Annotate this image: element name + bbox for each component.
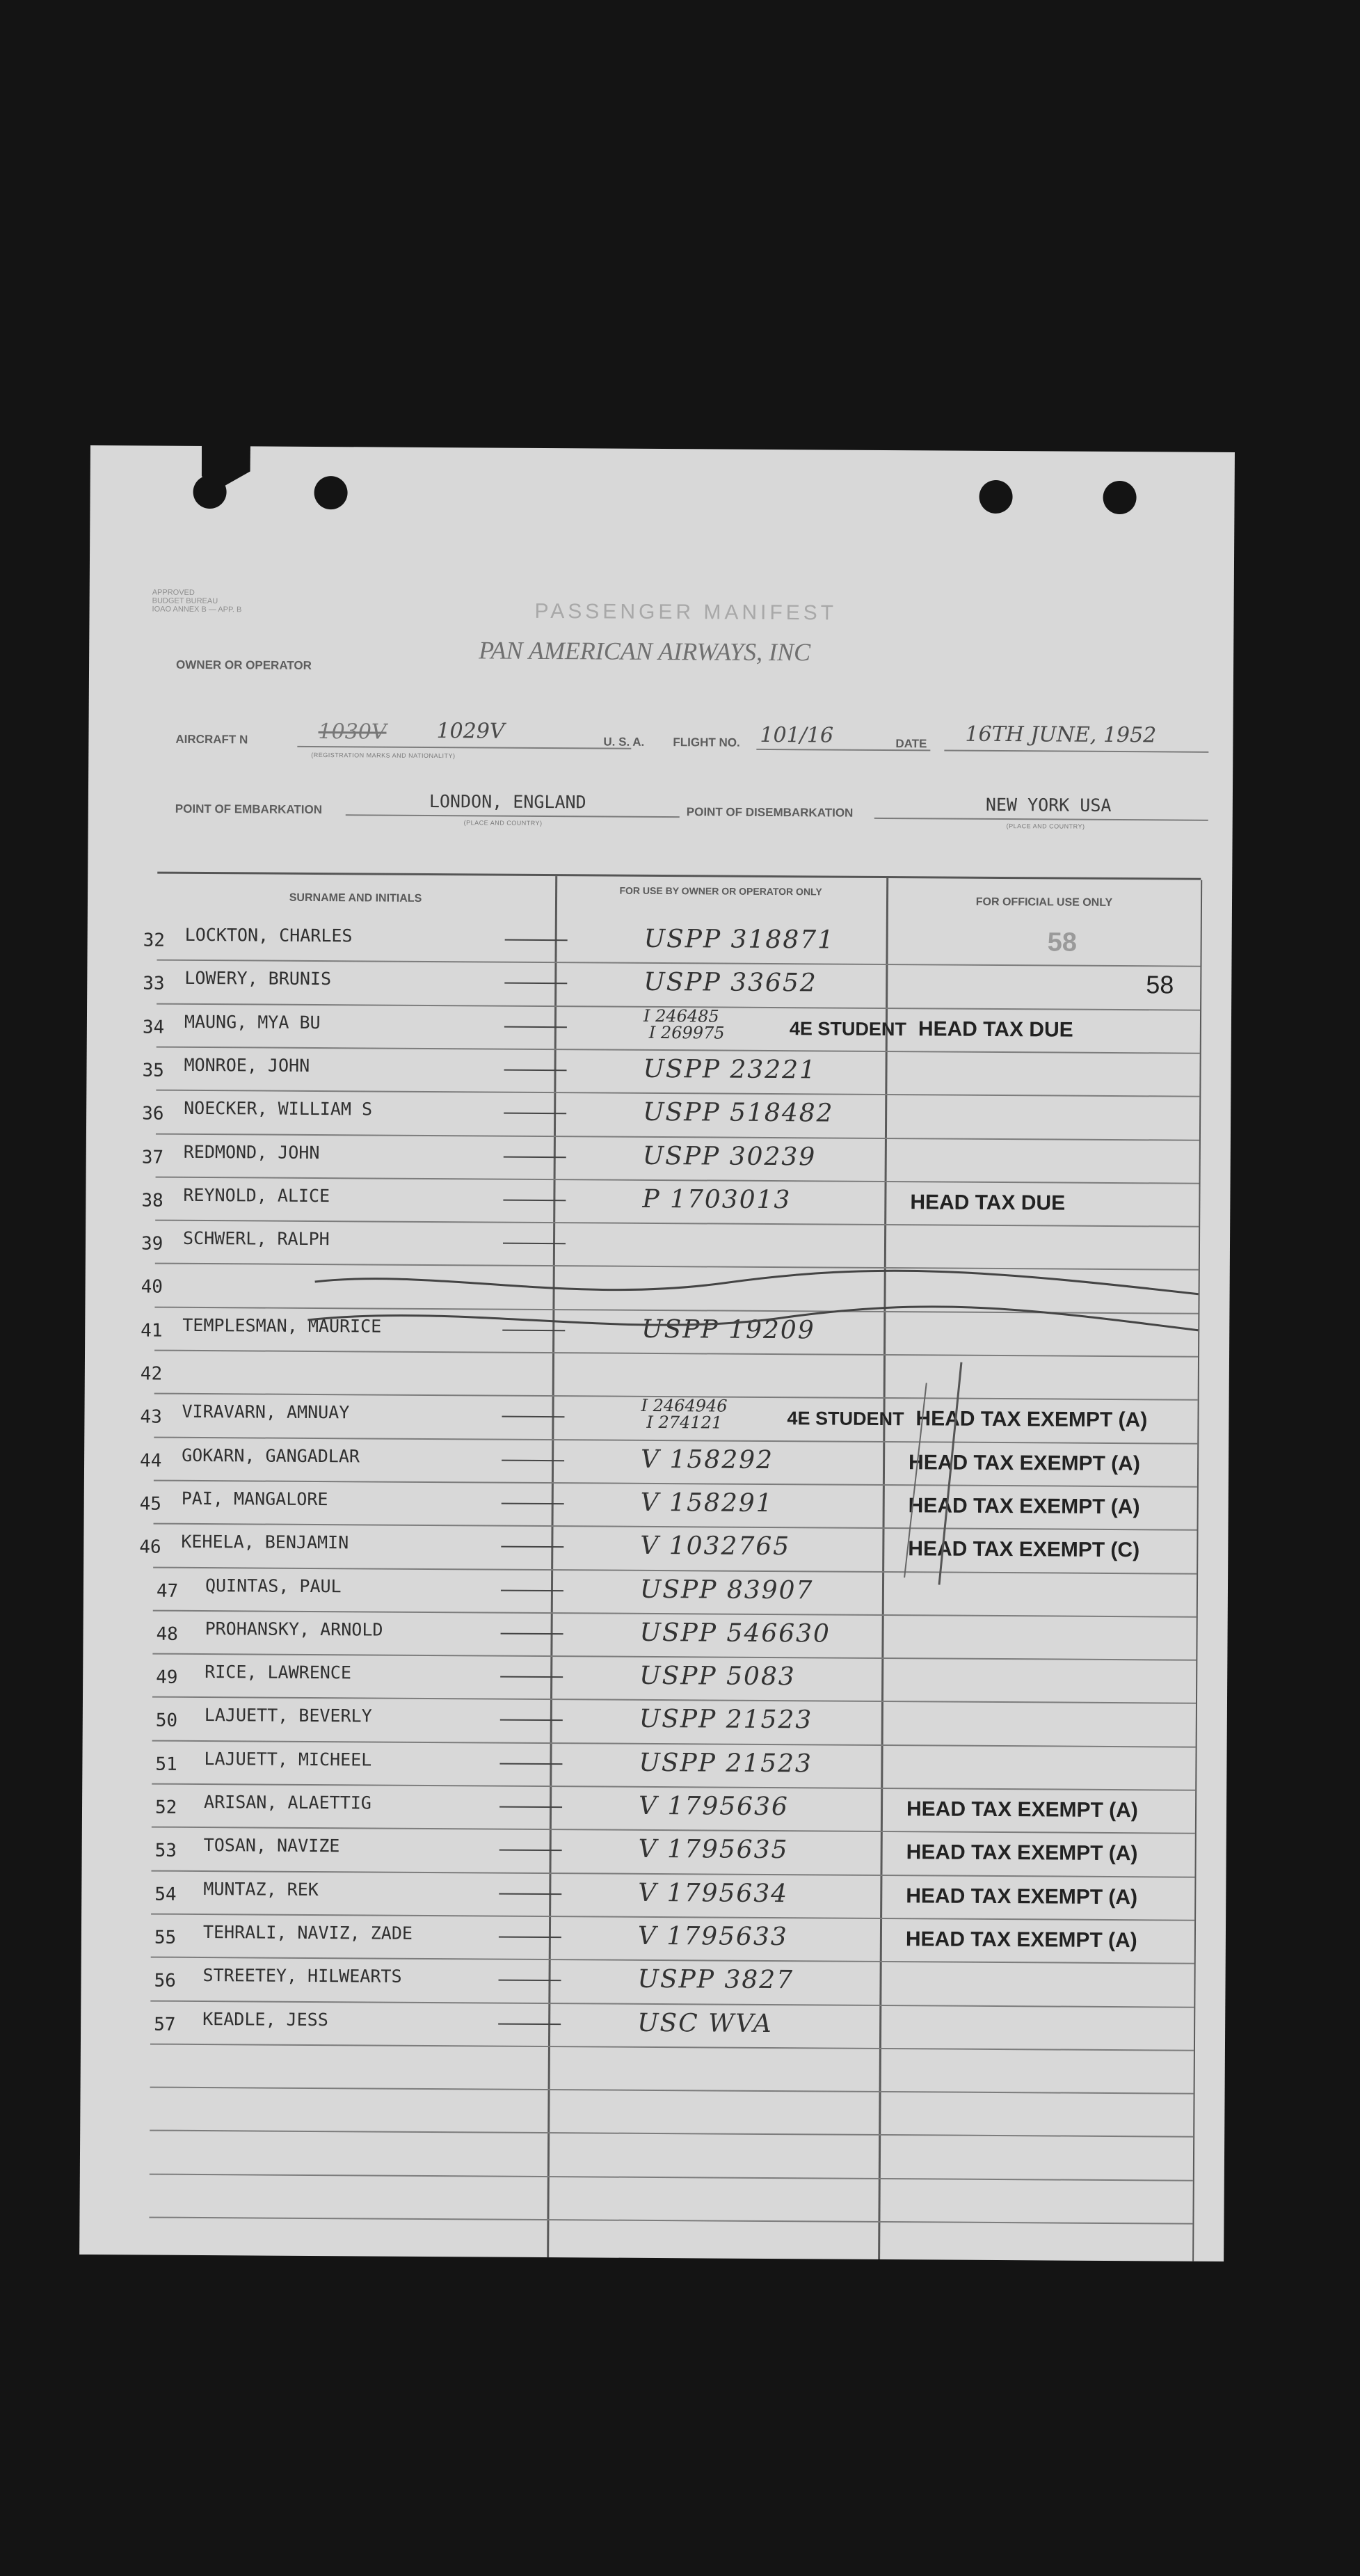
date-label: DATE — [895, 737, 927, 751]
column-divider — [1192, 880, 1202, 2261]
embarkation-line — [346, 814, 680, 818]
operator-name: PAN AMERICAN AIRWAYS, INC — [479, 636, 811, 667]
row-rule — [154, 1523, 1197, 1531]
passenger-name: MUNTAZ, REK — [203, 1878, 319, 1900]
document-number: I 246485 — [643, 1005, 719, 1026]
row-number: 56 — [154, 1970, 176, 1991]
row-number: 51 — [155, 1754, 177, 1775]
row-number: 39 — [141, 1233, 163, 1255]
document-number: V 158291 — [640, 1488, 774, 1518]
passenger-name: GOKARN, GANGADLAR — [182, 1445, 360, 1466]
passenger-name: PAI, MANGALORE — [181, 1488, 328, 1510]
row-rule — [153, 1566, 1197, 1574]
leader-line — [504, 1156, 566, 1158]
row-number: 50 — [155, 1710, 178, 1732]
manifest-sheet — [79, 445, 1235, 2261]
row-number: 52 — [154, 1797, 177, 1818]
row-rule — [152, 1827, 1195, 1834]
disembarkation-value: NEW YORK USA — [985, 794, 1112, 816]
handwritten-count: 58 — [1146, 970, 1174, 999]
passenger-name: QUINTAS, PAUL — [205, 1575, 342, 1596]
row-rule — [151, 1870, 1194, 1877]
row-rule — [152, 1783, 1195, 1791]
passenger-name: VIRAVARN, AMNUAY — [182, 1401, 350, 1423]
leader-line — [501, 1546, 563, 1548]
leader-line — [498, 2023, 561, 2025]
document-number: USPP 19209 — [641, 1314, 815, 1345]
document-number: USPP 3827 — [637, 1965, 794, 1995]
passenger-name: KEADLE, JESS — [202, 2008, 328, 2030]
row-rule — [151, 1913, 1194, 1921]
passenger-name: SCHWERL, RALPH — [182, 1227, 330, 1250]
document-number: V 1795635 — [638, 1835, 789, 1865]
passenger-name: KEHELA, BENJAMIN — [181, 1532, 349, 1553]
passenger-name: NOECKER, WILLIAM S — [184, 1098, 373, 1120]
document-number: USPP 33652 — [643, 968, 817, 998]
leader-line — [500, 1719, 563, 1722]
row-rule — [155, 1220, 1199, 1227]
document-number: USPP 318871 — [643, 924, 835, 955]
passenger-name: RICE, LAWRENCE — [205, 1662, 352, 1683]
document-number: USPP 518482 — [643, 1098, 834, 1128]
document-number: P 1703013 — [642, 1184, 792, 1214]
passenger-name: REYNOLD, ALICE — [183, 1184, 330, 1206]
official-note: HEAD TAX EXEMPT (A) — [905, 1927, 1137, 1953]
date-line — [944, 750, 1208, 753]
row-rule — [150, 2173, 1193, 2181]
leader-line — [502, 1459, 564, 1461]
leader-line — [499, 1893, 561, 1895]
passenger-name: LAJUETT, BEVERLY — [204, 1705, 372, 1726]
row-number: 36 — [142, 1103, 164, 1124]
student-note: 4E STUDENT — [787, 1408, 904, 1430]
place-note: (PLACE AND COUNTRY) — [463, 819, 543, 827]
row-rule — [157, 1046, 1200, 1054]
official-note: HEAD TAX DUE — [918, 1017, 1073, 1042]
row-number: 57 — [154, 2014, 176, 2035]
document-number: I 269975 — [648, 1022, 725, 1043]
passenger-name: TEHRALI, NAVIZ, ZADE — [202, 1921, 413, 1943]
row-rule — [156, 1133, 1199, 1140]
document-number: USPP 21523 — [639, 1748, 813, 1779]
disembarkation-line — [874, 818, 1208, 821]
embarkation-label: POINT OF EMBARKATION — [175, 802, 323, 817]
passenger-name: REDMOND, JOHN — [183, 1141, 320, 1163]
row-number: 48 — [156, 1623, 178, 1645]
document-number: V 1795633 — [637, 1921, 788, 1952]
document-number: USPP 83907 — [639, 1575, 814, 1605]
row-number: 55 — [154, 1927, 177, 1948]
place-note: (PLACE AND COUNTRY) — [1006, 822, 1085, 830]
row-rule — [150, 2000, 1194, 2007]
row-rule — [153, 1609, 1197, 1617]
document-number: I 2464946 — [641, 1396, 728, 1416]
official-note: HEAD TAX EXEMPT (A) — [908, 1494, 1140, 1519]
passenger-name: PROHANSKY, ARNOLD — [205, 1618, 383, 1640]
leader-line — [499, 1937, 561, 1939]
passenger-name: LOCKTON, CHARLES — [184, 924, 353, 946]
column-header-names: SURNAME AND INITIALS — [289, 891, 422, 905]
pen-strokes — [863, 1355, 1003, 1592]
flight-label: FLIGHT NO. — [673, 736, 740, 749]
passenger-name: STREETEY, HILWEARTS — [202, 1965, 402, 1987]
aircraft-line — [297, 746, 631, 749]
row-number: 44 — [139, 1450, 162, 1472]
row-rule — [157, 960, 1200, 967]
aircraft-value: 1029V — [436, 719, 505, 744]
row-number: 43 — [140, 1406, 162, 1428]
column-header-official: FOR OFFICIAL USE ONLY — [975, 896, 1113, 909]
document-number: USPP 21523 — [639, 1705, 813, 1735]
leader-line — [501, 1589, 563, 1591]
document-number: I 274121 — [646, 1413, 723, 1433]
official-note: HEAD TAX EXEMPT (C) — [908, 1537, 1140, 1562]
column-divider — [547, 876, 557, 2257]
leader-line — [504, 1113, 566, 1115]
document-number: V 1032765 — [640, 1532, 791, 1561]
page-title: PASSENGER MANIFEST — [534, 599, 838, 625]
row-number: 47 — [156, 1580, 179, 1602]
aircraft-struck: 1030V — [318, 719, 387, 745]
leader-line — [499, 1806, 562, 1808]
row-rule — [149, 2217, 1192, 2225]
document-number: USPP 546630 — [639, 1618, 831, 1648]
row-number: 45 — [139, 1493, 162, 1515]
row-number: 34 — [142, 1017, 165, 1038]
row-rule — [150, 2130, 1193, 2138]
passenger-name: LAJUETT, MICHEEL — [204, 1748, 372, 1770]
row-rule — [152, 1653, 1196, 1661]
row-rule — [150, 2087, 1194, 2094]
leader-line — [502, 1503, 564, 1505]
official-note: HEAD TAX EXEMPT (A) — [906, 1884, 1138, 1909]
leader-line — [504, 1070, 567, 1072]
stamp-count: 58 — [1047, 928, 1078, 957]
document-number: V 1795636 — [638, 1791, 789, 1822]
leader-line — [502, 1416, 564, 1418]
official-note: HEAD TAX EXEMPT (A) — [908, 1450, 1140, 1475]
leader-line — [504, 1026, 567, 1028]
table-top-rule — [157, 872, 1201, 880]
document-number: V 158292 — [640, 1445, 774, 1474]
row-number: 54 — [154, 1884, 177, 1905]
row-number: 37 — [141, 1146, 164, 1168]
document-number: USPP 5083 — [639, 1661, 796, 1692]
column-header-owner: FOR USE BY OWNER OR OPERATOR ONLY — [619, 884, 822, 898]
official-note: HEAD TAX DUE — [910, 1191, 1066, 1215]
passenger-name: MONROE, JOHN — [184, 1054, 310, 1076]
student-note: 4E STUDENT — [789, 1017, 907, 1040]
document-number: V 1795634 — [638, 1878, 789, 1908]
row-number: 38 — [141, 1190, 163, 1211]
passenger-name: ARISAN, ALAETTIG — [204, 1792, 372, 1813]
official-note: HEAD TAX EXEMPT (A) — [906, 1840, 1138, 1866]
embarkation-value: LONDON, ENGLAND — [429, 790, 586, 813]
document-number: USPP 30239 — [642, 1141, 817, 1171]
form-approval: APPROVED BUDGET BUREAU IOAO ANNEX B — APP. B — [152, 588, 242, 614]
passenger-name: TOSAN, NAVIZE — [203, 1835, 340, 1857]
leader-line — [505, 939, 568, 941]
passenger-name: MAUNG, MYA BU — [184, 1011, 321, 1033]
row-number: 49 — [156, 1667, 178, 1688]
row-number: 32 — [143, 930, 166, 951]
row-rule — [152, 1740, 1196, 1747]
owner-label: OWNER OR OPERATOR — [176, 658, 312, 672]
leader-line — [499, 1763, 562, 1765]
row-rule — [154, 1479, 1197, 1487]
row-number: 41 — [141, 1320, 163, 1342]
disembarkation-label: POINT OF DISEMBARKATION — [686, 805, 854, 820]
leader-line — [499, 1980, 561, 1982]
leader-line — [501, 1632, 563, 1635]
row-number: 42 — [140, 1363, 163, 1385]
row-rule — [152, 1696, 1196, 1704]
punch-hole — [193, 475, 226, 509]
strike-through-scribble — [294, 1254, 1240, 1357]
passenger-name: TEMPLESMAN, MAURICE — [182, 1314, 382, 1337]
row-rule — [151, 1957, 1194, 1964]
document-number: USPP 23221 — [643, 1054, 817, 1085]
registration-note: (REGISTRATION MARKS AND NATIONALITY) — [311, 751, 456, 760]
punch-hole — [1103, 481, 1136, 514]
aircraft-label: AIRCRAFT N — [175, 732, 248, 747]
row-rule — [154, 1436, 1197, 1444]
row-number: 35 — [142, 1060, 164, 1081]
document-number: USC WVA — [637, 2008, 773, 2038]
leader-line — [500, 1676, 563, 1678]
leader-line — [499, 1850, 562, 1852]
row-rule — [156, 1176, 1199, 1184]
passenger-name: LOWERY, BRUNIS — [184, 968, 332, 989]
row-rule — [150, 2043, 1194, 2051]
official-note: HEAD TAX EXEMPT (A) — [906, 1797, 1138, 1822]
leader-line — [504, 983, 567, 985]
official-note: HEAD TAX EXEMPT (A) — [915, 1407, 1148, 1432]
row-number: 33 — [143, 973, 165, 994]
usa-label: U. S. A. — [603, 735, 645, 749]
punch-hole — [979, 480, 1012, 514]
row-number: 40 — [141, 1276, 163, 1298]
row-number: 53 — [154, 1840, 177, 1862]
punch-hole — [314, 476, 347, 509]
row-rule — [156, 1090, 1199, 1097]
leader-line — [503, 1199, 566, 1201]
row-number: 46 — [139, 1536, 161, 1558]
date-value: 16TH JUNE, 1952 — [965, 722, 1157, 748]
flight-value: 101/16 — [760, 722, 834, 748]
leader-line — [503, 1243, 566, 1245]
